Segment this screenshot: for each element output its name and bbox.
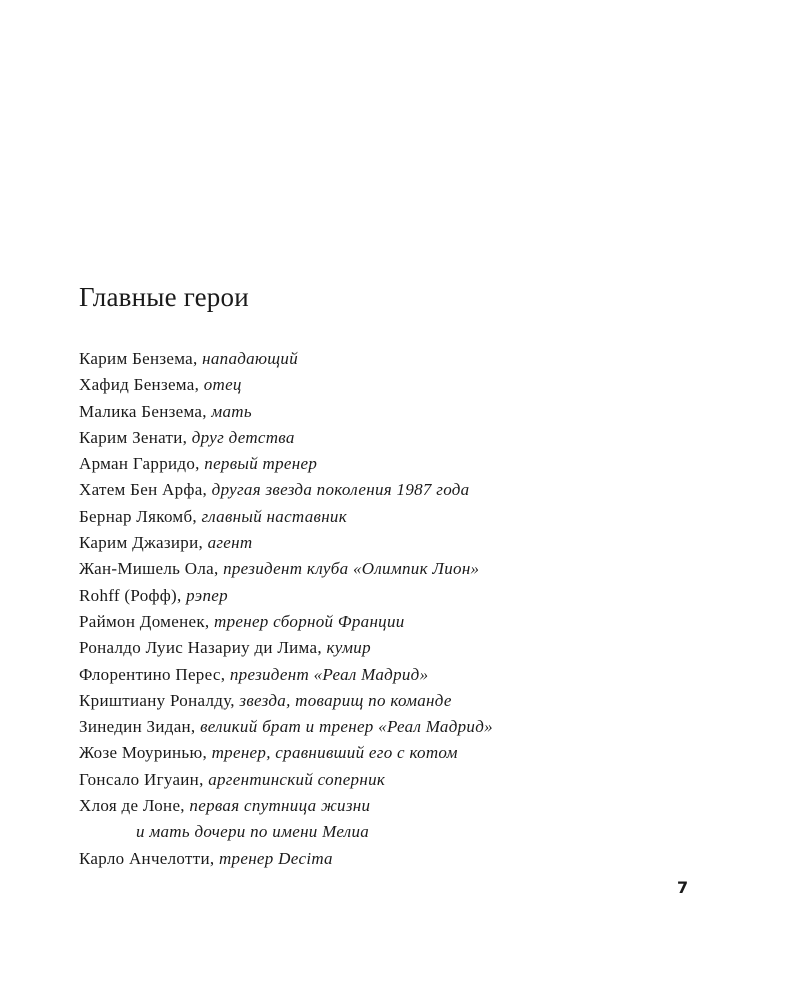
character-role: тренер Decima bbox=[218, 848, 333, 868]
character-role: нападающий bbox=[202, 349, 298, 368]
list-item bbox=[79, 583, 719, 609]
list-item bbox=[79, 451, 719, 477]
character-role: звезда, товарищ по команде bbox=[239, 690, 452, 710]
list-item bbox=[79, 793, 719, 846]
character-name: Карло Анчелотти, bbox=[79, 848, 215, 868]
character-name: Криштиану Роналду, bbox=[79, 690, 235, 710]
list-item bbox=[79, 530, 719, 556]
character-name: Хафид Бензема, bbox=[79, 375, 200, 395]
character-name: Роналдо Луис Назариу ди Лима, bbox=[79, 638, 322, 658]
list-item bbox=[79, 609, 719, 635]
cast-list bbox=[79, 346, 719, 872]
character-role: рэпер bbox=[186, 585, 228, 605]
character-name: Жан-Мишель Ола, bbox=[79, 559, 219, 579]
character-name: Хлоя де Лоне, bbox=[79, 796, 185, 816]
list-item bbox=[79, 635, 719, 661]
character-name: Хатем Бен Арфа, bbox=[79, 480, 208, 500]
character-name: Зинедин Зидан, bbox=[79, 717, 196, 737]
character-role: отец bbox=[203, 375, 242, 395]
character-role: кумир bbox=[326, 638, 371, 658]
character-name: Раймон Доменек, bbox=[79, 611, 210, 631]
character-role: друг детства bbox=[191, 427, 295, 447]
character-name: Жозе Моуринью, bbox=[79, 743, 208, 763]
character-role: первый тренер bbox=[204, 454, 318, 474]
list-item bbox=[79, 740, 719, 766]
list-item bbox=[79, 556, 719, 582]
list-item bbox=[79, 477, 719, 503]
character-name: Арман Гарридо, bbox=[79, 454, 200, 474]
character-name: Малика Бензема, bbox=[79, 401, 207, 421]
character-role: главный наставник bbox=[201, 506, 347, 526]
character-name: Гонсало Игуаин, bbox=[79, 769, 204, 789]
character-role: первая спутница жизни bbox=[189, 796, 371, 816]
character-role: аргентинский соперник bbox=[208, 769, 386, 789]
list-item bbox=[79, 504, 719, 530]
character-role: великий брат и тренер «Реал Мадрид» bbox=[200, 717, 493, 737]
list-item bbox=[79, 767, 719, 793]
list-item bbox=[79, 662, 719, 688]
character-name: Карим Джазири, bbox=[79, 533, 204, 553]
character-role: другая звезда поколения 1987 года bbox=[211, 480, 470, 500]
list-item bbox=[79, 714, 719, 740]
list-item bbox=[79, 688, 719, 714]
list-item bbox=[79, 425, 719, 451]
character-name: Карим Бензема, bbox=[79, 349, 198, 368]
character-name: Rohff (Рофф), bbox=[79, 585, 182, 605]
character-role: тренер, сравнивший его с котом bbox=[211, 743, 458, 763]
page-number: 7 bbox=[677, 878, 689, 897]
character-name: Бернар Лякомб, bbox=[79, 506, 197, 526]
character-role: мать bbox=[211, 401, 252, 421]
character-role: президент «Реал Мадрид» bbox=[229, 664, 429, 684]
character-role: президент клуба «Олимпик Лион» bbox=[223, 559, 480, 579]
character-role-continuation: и мать дочери по имени Мелиа bbox=[136, 822, 370, 842]
list-item bbox=[79, 346, 719, 372]
list-item bbox=[79, 399, 719, 425]
page-title: Главные герои bbox=[79, 282, 249, 312]
list-item bbox=[79, 372, 719, 398]
character-name: Флорентино Перес, bbox=[79, 664, 226, 684]
character-role: тренер сборной Франции bbox=[214, 611, 405, 631]
character-role: агент bbox=[207, 533, 253, 553]
character-name: Карим Зенати, bbox=[79, 427, 188, 447]
list-item bbox=[79, 846, 719, 872]
